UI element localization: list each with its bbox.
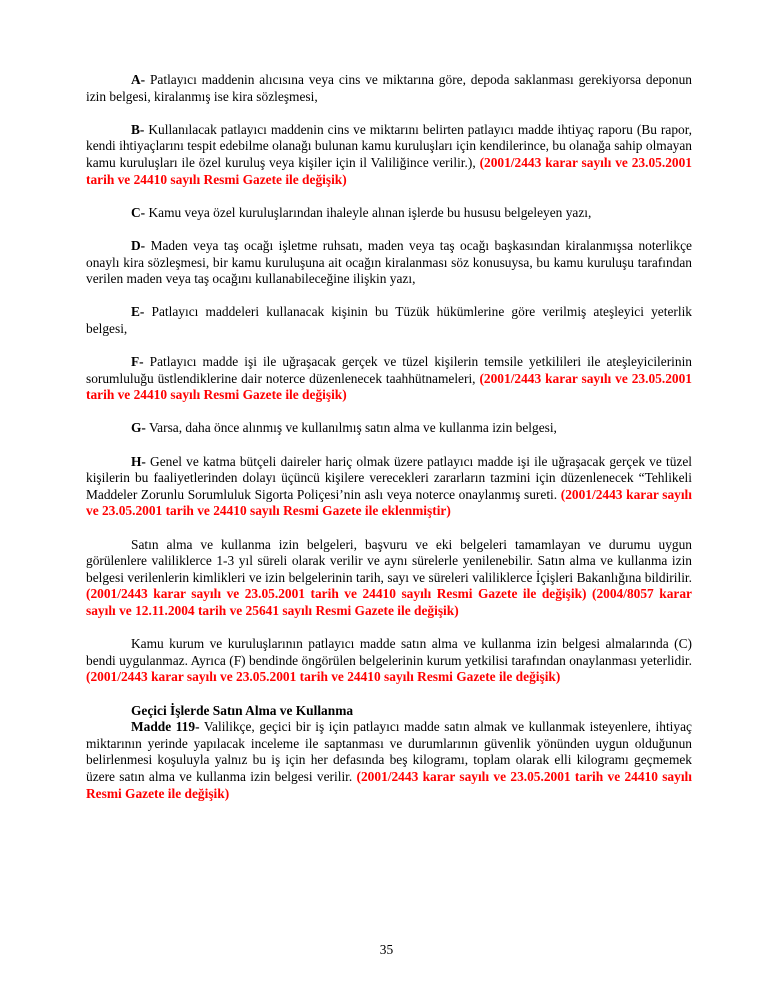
- paragraph-text: Patlayıcı madde işi ile uğraşacak gerçek ve tüzel kişilerin temsile yetkilileri ile ateşleyicilerinin sorumluluğu üstlendiklerine dair noterce düzenlenecek taahhütnameleri,: [86, 354, 692, 386]
- page-number: 35: [379, 942, 394, 957]
- paragraph-validity: [86, 537, 692, 620]
- item-label: G-: [131, 420, 146, 436]
- paragraph-b: [86, 122, 692, 188]
- paragraph-text: Satın alma ve kullanma izin belgeleri, başvuru ve eki belgeleri tamamlayan ve durumu uygun görülenlere valiliklerce 1-3 yıl süreli olarak verilir ve aynı sürelerle yenilenebilir. Satın alma ve kullanma izin belgesi verilenlerin kimlikleri ve izin belgelerinin tarih, sayı ve süreleri valiliklerce İçişleri Bakanlığına bildirilir.: [86, 536, 692, 585]
- amendment-note: (2001/2443 karar sayılı ve 23.05.2001 tarih ve 24410 sayılı Resmi Gazete ile eklenmiştir): [86, 486, 692, 519]
- amendment-note: (2001/2443 karar sayılı ve 23.05.2001 tarih ve 24410 sayılı Resmi Gazete ile değişik): [86, 154, 692, 187]
- paragraph-public-institutions: [86, 636, 692, 686]
- item-label: E-: [131, 304, 145, 320]
- amendment-note: (2001/2443 karar sayılı ve 23.05.2001 tarih ve 24410 sayılı Resmi Gazete ile değişik): [86, 370, 692, 403]
- paragraph-a: [86, 72, 692, 105]
- paragraph-text: Varsa, daha önce alınmış ve kullanılmış satın alma ve kullanma izin belgesi,: [145, 420, 557, 436]
- item-label: F-: [131, 354, 144, 370]
- paragraph-text: Patlayıcı maddenin alıcısına veya cins ve miktarına göre, depoda saklanması gerekiyorsa deponun izin belgesi, kiralanmış ise kira sözleşmesi,: [86, 72, 692, 104]
- item-label: D-: [131, 237, 146, 253]
- item-label: C-: [131, 204, 146, 220]
- section-heading: Geçici İşlerde Satın Alma ve Kullanma: [131, 702, 354, 718]
- paragraph-text: Kamu kurum ve kuruluşlarının patlayıcı madde satın alma ve kullanma izin belgesi almalarında (C) bendi uygulanmaz. Ayrıca (F) bendinde öngörülen belgelerinin kurum yetkilisi tarafından onaylanması yeterlidir.: [86, 636, 692, 668]
- paragraph-h: [86, 454, 692, 520]
- amendment-note: (2001/2443 karar sayılı ve 23.05.2001 tarih ve 24410 sayılı Resmi Gazete ile değişik): [86, 669, 561, 685]
- item-label: A-: [131, 72, 146, 87]
- paragraph-c: [86, 205, 692, 222]
- article-label: Madde 119-: [131, 719, 200, 735]
- paragraph-text: Kamu veya özel kuruluşlarından ihaleyle alınan işlerde bu hususu belgeleyen yazı,: [145, 204, 592, 220]
- amendment-note: (2001/2443 karar sayılı ve 23.05.2001 tarih ve 24410 sayılı Resmi Gazete ile değişik): [86, 768, 692, 801]
- paragraph-d: [86, 238, 692, 288]
- paragraph-f: [86, 354, 692, 404]
- article-119: [86, 719, 692, 802]
- paragraph-text: Maden veya taş ocağı işletme ruhsatı, maden veya taş ocağı başkasından kiralanmışsa noterlikçe onaylı kira sözleşmesi, bir kamu kuruluşuna ait ocağın kiralanması söz konusuysa, bu kamu kuruluşu tarafından verilen maden veya taş ocağını kullanabileceğine ilişkin yazı,: [86, 237, 692, 287]
- item-label: H-: [131, 453, 146, 469]
- paragraph-text: Genel ve katma bütçeli daireler hariç olmak üzere patlayıcı madde işi ile uğraşacak gerçek ve tüzel kişilerin bu faaliyetlerinden dolayı üçüncü kişilere verecekleri zararların tazmini için düzenlenecek “Tehlikeli Maddeler Zorunlu Sorumluluk Sigorta Poliçesi’nin aslı veya noterce onaylanmış sureti.: [86, 453, 692, 502]
- paragraph-g: [86, 420, 692, 437]
- amendment-note: (2001/2443 karar sayılı ve 23.05.2001 tarih ve 24410 sayılı Resmi Gazete ile değişik) (2004/8057 karar sayılı ve 12.11.2004 tarih ve 25641 sayılı Resmi Gazete ile değişik): [86, 586, 692, 618]
- paragraph-text: Kullanılacak patlayıcı maddenin cins ve miktarını belirten patlayıcı madde ihtiyaç raporu (Bu rapor, kendi ihtiyaçlarını tespit edebilme olanağı bulunan kamu kuruluşları için kendilerince, bu olanağa sahip olmayan kamu kuruluşları ile özel kuruluş veya kişiler için il Valiliğince verilir.),: [86, 121, 692, 170]
- document-page: [86, 72, 692, 802]
- item-label: B-: [131, 121, 145, 137]
- paragraph-e: [86, 304, 692, 337]
- paragraph-text: Patlayıcı maddeleri kullanacak kişinin bu Tüzük hükümlerine göre verilmiş ateşleyici yeterlik belgesi,: [86, 304, 692, 336]
- article-text: Valilikçe, geçici bir iş için patlayıcı madde satın almak ve kullanmak isteyenlere, ihtiyaç miktarının yerinde yapılacak inceleme ile saptanması ve durumlarının güvenlik yönünden uygun olduğunun belirlenmesi koşuluyla yalnız bu iş için her defasında beş kilogramı, toplam olarak elli kilogramı geçmemek üzere satın alma ve kullanma izin belgesi verilir.: [86, 719, 692, 784]
